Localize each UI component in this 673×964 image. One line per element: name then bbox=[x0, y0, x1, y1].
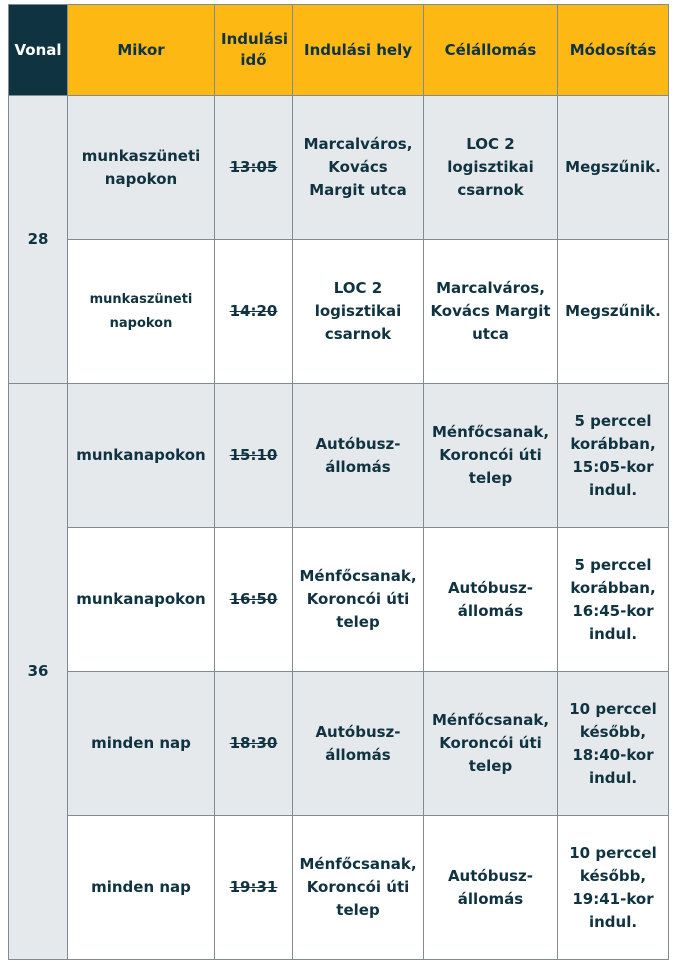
modification-text: Megszűnik. bbox=[565, 302, 661, 320]
mikor-text: munkanapokon bbox=[76, 590, 206, 608]
cell-modositas bbox=[558, 672, 669, 816]
header-indulasi-ido-label: Indulási idő bbox=[221, 30, 289, 69]
header-celallomas: Célállomás bbox=[424, 5, 558, 96]
mikor-text: munkanapokon bbox=[76, 446, 206, 464]
cell-hely bbox=[293, 240, 424, 384]
table-row bbox=[9, 384, 669, 528]
cell-ido bbox=[215, 672, 293, 816]
cell-cel bbox=[424, 384, 558, 528]
schedule-changes-table bbox=[8, 4, 669, 960]
destination-text: Ménfőcsanak, Koroncói úti telep bbox=[431, 423, 550, 487]
mikor-text: munkaszüneti napokon bbox=[81, 146, 201, 188]
header-indulasi-hely: Indulási hely bbox=[293, 5, 424, 96]
table-row bbox=[9, 816, 669, 960]
schedule-table-wrapper bbox=[8, 4, 669, 960]
departure-place-text: LOC 2 logisztikai csarnok bbox=[314, 279, 402, 343]
cell-modositas bbox=[558, 816, 669, 960]
cell-cel bbox=[424, 672, 558, 816]
mikor-text: minden nap bbox=[91, 734, 191, 752]
cell-cel bbox=[424, 240, 558, 384]
cell-mikor bbox=[68, 672, 215, 816]
cell-modositas bbox=[558, 96, 669, 240]
cell-mikor bbox=[68, 96, 215, 240]
header-vonal: Vonal bbox=[9, 5, 68, 96]
cell-hely bbox=[293, 672, 424, 816]
cell-hely bbox=[293, 816, 424, 960]
cell-mikor bbox=[68, 384, 215, 528]
departure-time-struck: 13:05 bbox=[229, 158, 278, 176]
destination-text: Autóbusz-állomás bbox=[447, 866, 534, 908]
cell-cel bbox=[424, 528, 558, 672]
line-number-28: 28 bbox=[9, 96, 68, 384]
departure-time-struck: 19:31 bbox=[229, 878, 278, 896]
cell-cel bbox=[424, 816, 558, 960]
header-indulasi-ido bbox=[215, 5, 293, 96]
cell-hely bbox=[293, 384, 424, 528]
modification-text: Megszűnik. bbox=[565, 158, 661, 176]
header-mikor: Mikor bbox=[68, 5, 215, 96]
mikor-text: munkaszüneti napokon bbox=[89, 291, 193, 331]
destination-text: Ménfőcsanak, Koroncói úti telep bbox=[431, 711, 550, 775]
header-modositas: Módosítás bbox=[558, 5, 669, 96]
table-row bbox=[9, 528, 669, 672]
cell-ido bbox=[215, 816, 293, 960]
departure-place-text: Marcalváros, Kovács Margit utca bbox=[303, 135, 413, 199]
departure-time-struck: 18:30 bbox=[229, 734, 278, 752]
departure-place-text: Ménfőcsanak, Koroncói úti telep bbox=[299, 855, 417, 919]
cell-hely bbox=[293, 96, 424, 240]
destination-text: LOC 2 logisztikai csarnok bbox=[447, 135, 534, 199]
mikor-text: minden nap bbox=[91, 878, 191, 896]
departure-place-text: Autóbusz-állomás bbox=[315, 434, 401, 476]
modification-text: 5 perccel korábban, 15:05-kor indul. bbox=[570, 411, 656, 499]
modification-text: 10 perccel később, 19:41-kor indul. bbox=[569, 843, 657, 931]
cell-ido bbox=[215, 528, 293, 672]
destination-text: Autóbusz-állomás bbox=[447, 578, 534, 620]
cell-modositas bbox=[558, 384, 669, 528]
cell-modositas bbox=[558, 240, 669, 384]
cell-hely bbox=[293, 528, 424, 672]
cell-mikor bbox=[68, 240, 215, 384]
departure-time-struck: 15:10 bbox=[229, 446, 278, 464]
cell-cel bbox=[424, 96, 558, 240]
cell-mikor bbox=[68, 816, 215, 960]
destination-text: Marcalváros, Kovács Margit utca bbox=[430, 279, 551, 343]
modification-text: 5 perccel korábban, 16:45-kor indul. bbox=[570, 555, 656, 643]
cell-mikor bbox=[68, 528, 215, 672]
departure-time-struck: 16:50 bbox=[229, 590, 278, 608]
line-number-36: 36 bbox=[9, 384, 68, 960]
cell-ido bbox=[215, 96, 293, 240]
departure-time-struck: 14:20 bbox=[229, 302, 278, 320]
table-header-row bbox=[9, 5, 669, 96]
cell-ido bbox=[215, 384, 293, 528]
modification-text: 10 perccel később, 18:40-kor indul. bbox=[569, 699, 657, 787]
table-row bbox=[9, 672, 669, 816]
cell-modositas bbox=[558, 528, 669, 672]
departure-place-text: Ménfőcsanak, Koroncói úti telep bbox=[299, 567, 417, 631]
table-row bbox=[9, 240, 669, 384]
table-row bbox=[9, 96, 669, 240]
departure-place-text: Autóbusz-állomás bbox=[315, 722, 401, 764]
cell-ido bbox=[215, 240, 293, 384]
